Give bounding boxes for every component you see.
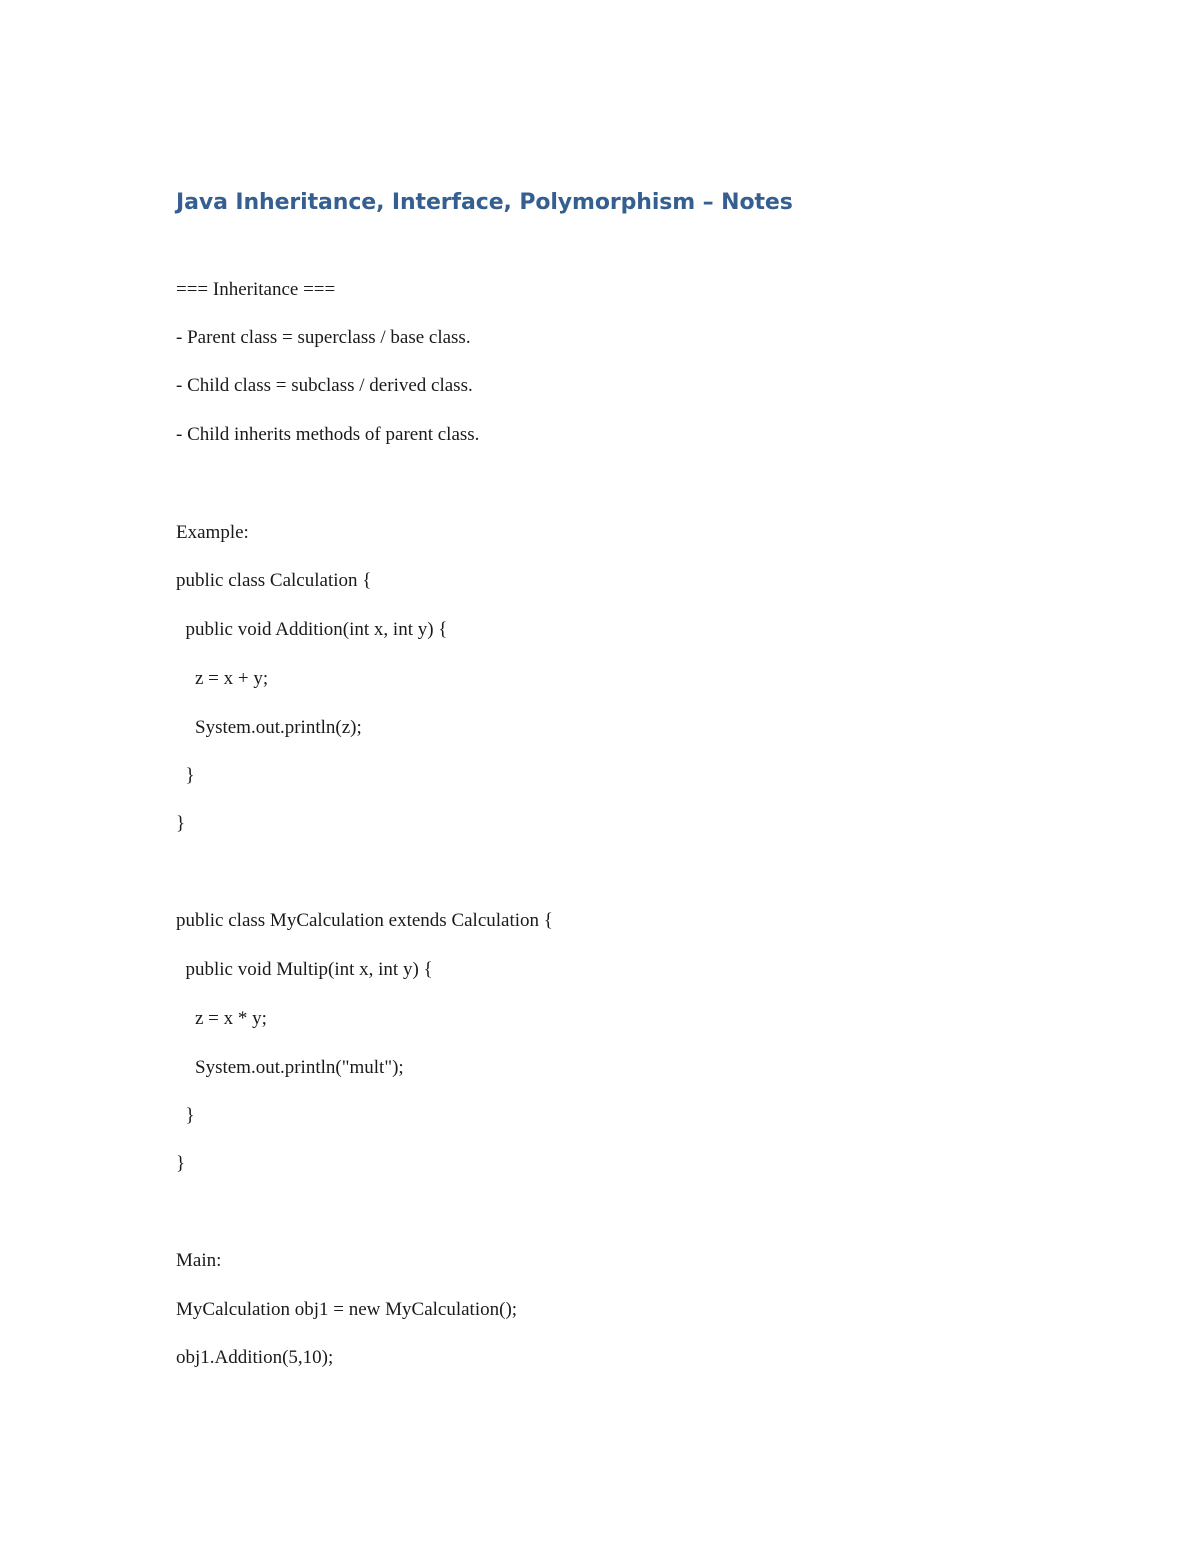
code-line: }: [176, 1153, 186, 1174]
code-line: System.out.println("mult");: [176, 1057, 404, 1078]
code-line: public void Addition(int x, int y) {: [176, 619, 448, 640]
example-label: Example:: [176, 522, 249, 543]
bullet-parent-class: - Parent class = superclass / base class.: [176, 327, 471, 348]
bullet-child-inherits: - Child inherits methods of parent class.: [176, 424, 480, 445]
code-line: }: [176, 813, 186, 834]
code-line: public class MyCalculation extends Calculation {: [176, 910, 553, 931]
code-line: }: [176, 765, 195, 786]
code-line: z = x + y;: [176, 668, 269, 689]
main-label: Main:: [176, 1250, 222, 1271]
code-line: public void Multip(int x, int y) {: [176, 959, 433, 980]
document-title: Java Inheritance, Interface, Polymorphism – Notes: [176, 190, 793, 215]
code-line: System.out.println(z);: [176, 717, 362, 738]
code-line: z = x * y;: [176, 1008, 267, 1029]
section-heading-inheritance: === Inheritance ===: [176, 279, 336, 300]
code-line: }: [176, 1105, 195, 1126]
code-line: public class Calculation {: [176, 570, 372, 591]
bullet-child-class: - Child class = subclass / derived class.: [176, 375, 473, 396]
code-line: obj1.Addition(5,10);: [176, 1347, 334, 1368]
code-line: MyCalculation obj1 = new MyCalculation();: [176, 1299, 518, 1320]
